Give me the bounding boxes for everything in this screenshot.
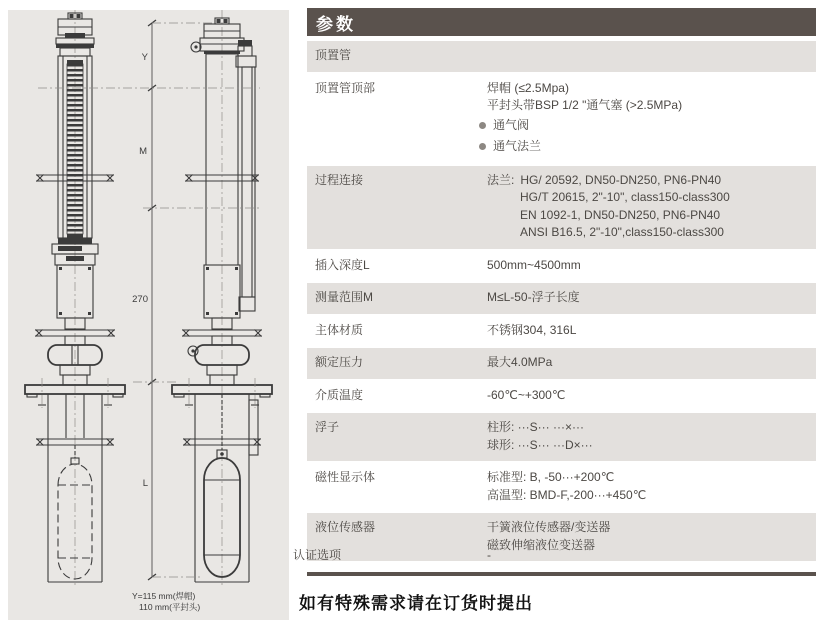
value-line: M≤L-50-浮子长度 <box>487 290 580 304</box>
dimension-label-l: L <box>142 478 148 489</box>
row-label: 液位传感器 <box>315 520 376 534</box>
table-row <box>307 348 816 379</box>
row-value <box>487 257 816 275</box>
table-row <box>307 283 816 314</box>
table-row <box>307 463 816 511</box>
table-row <box>307 41 816 72</box>
value-line: EN 1092-1, DN50-DN250, PN6-PN40 <box>520 207 721 222</box>
dimension-label-y: Y <box>141 52 148 63</box>
technical-drawing-panel <box>8 10 289 620</box>
value-line: ANSI B16.5, 2"-10",class150-class300 <box>520 225 724 239</box>
table-bottom-rule <box>307 572 816 576</box>
row-value <box>487 322 816 340</box>
row-value <box>487 354 816 372</box>
table-row <box>307 251 816 282</box>
row-label: 磁性显示体 <box>315 470 376 484</box>
value-line: 500mm~4500mm <box>487 257 581 272</box>
gauge-side-view-drawing <box>172 10 272 588</box>
value-line: 球形: ···S··· ···D×··· <box>487 437 593 452</box>
row-label: 浮子 <box>315 420 340 434</box>
bullet-icon <box>479 143 486 150</box>
value-line: 不锈钢304, 316L <box>487 322 577 337</box>
value-line: 焊帽 (≤2.5Mpa) <box>487 80 569 95</box>
row-label: 顶置管顶部 <box>315 80 376 95</box>
value-line: -60℃~+300℃ <box>487 387 566 402</box>
flag-indicator-column <box>67 64 83 234</box>
dimension-label-270: 270 <box>132 294 148 305</box>
dimension-label-m: M <box>139 146 147 157</box>
row-label: 插入深度L <box>315 257 370 272</box>
row-label: 过程连接 <box>315 172 364 187</box>
drawing-caption-line2: 110 mm(平封头) <box>139 602 201 612</box>
row-label: 顶置管 <box>315 48 352 62</box>
row-value <box>487 172 816 242</box>
parameter-table <box>293 8 816 614</box>
row-value <box>487 547 816 565</box>
table-row <box>307 74 816 164</box>
level-gauge-drawing <box>8 10 289 620</box>
table-row-certification <box>293 545 816 569</box>
bullet-item <box>479 115 816 136</box>
table-row <box>307 166 816 249</box>
value-line: 最大4.0MPa <box>487 355 553 369</box>
value-line: 平封头带BSP 1/2 "通气塞 (>2.5MPa) <box>487 98 683 112</box>
row-value <box>487 419 816 454</box>
table-row <box>307 381 816 412</box>
drawing-caption-line1: Y=115 mm(焊帽) <box>132 591 196 601</box>
row-value <box>487 289 816 307</box>
flange-prefix: 法兰: <box>487 172 515 187</box>
bullet-item <box>479 136 816 157</box>
value-line: HG/T 20615, 2"-10", class150-class300 <box>520 190 730 204</box>
row-value <box>487 469 816 504</box>
table-row <box>307 316 816 347</box>
table-row <box>307 413 816 461</box>
bullet-icon <box>479 122 486 129</box>
value-line: 标准型: B, -50···+200℃ <box>487 470 615 484</box>
row-label: 介质温度 <box>315 387 364 402</box>
value-line: 干簧液位传感器/变送器 <box>487 520 611 534</box>
bullet-label: 通气阀 <box>493 117 530 132</box>
value-line: 柱形: ···S··· ···×··· <box>487 420 584 434</box>
table-title: 参数 <box>316 14 356 34</box>
value-line: 法兰: HG/ 20592, DN50-DN250, PN6-PN40 <box>487 172 722 187</box>
value-line: 磁致伸缩液位变送器 <box>487 537 596 552</box>
value-line: - <box>487 548 491 562</box>
row-label: 认证选项 <box>293 548 342 562</box>
value-line: 高温型: BMD-F,-200···+450℃ <box>487 487 647 502</box>
footer-note: 如有特殊需求请在订货时提出 <box>299 594 533 613</box>
row-value <box>487 80 816 157</box>
row-label: 主体材质 <box>315 322 364 337</box>
row-label: 额定压力 <box>315 355 364 369</box>
row-value <box>487 387 816 405</box>
bullet-label: 通气法兰 <box>493 138 542 153</box>
gauge-front-view-drawing <box>25 10 125 588</box>
row-label: 测量范围M <box>315 290 373 304</box>
table-title-bar <box>307 8 816 36</box>
